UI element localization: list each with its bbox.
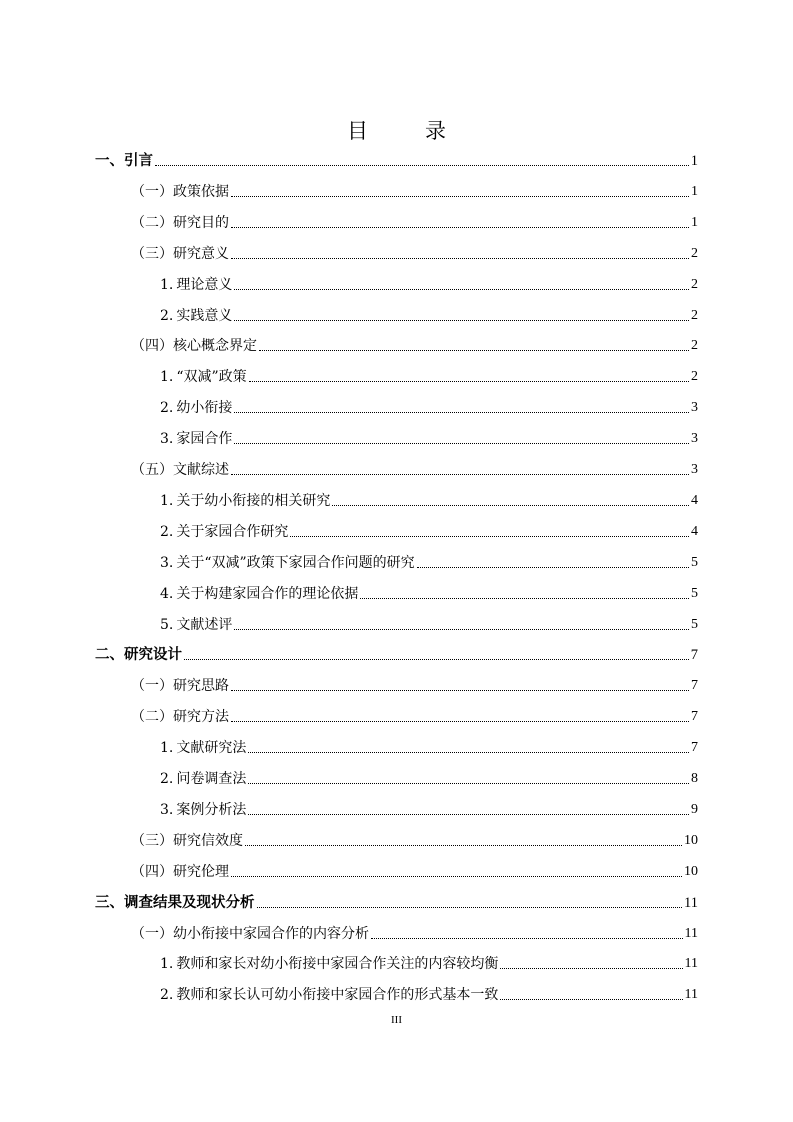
toc-entry-page-number: 4	[691, 492, 698, 508]
toc-entry-label: 关于构建家园合作的理论依据	[176, 585, 359, 602]
toc-entry-page-number: 11	[684, 987, 698, 1003]
toc-entry-label: （四）核心概念界定	[131, 338, 257, 355]
toc-entry-number: 1.	[160, 956, 174, 973]
dot-leader	[183, 645, 690, 665]
toc-entry-label: 二、研究设计	[95, 647, 182, 664]
toc-entry-label: “双减”政策	[176, 369, 247, 386]
toc-entry-page-number: 5	[691, 616, 698, 632]
toc-entry-level-3[interactable]	[160, 734, 698, 758]
toc-entry-page-number: 8	[691, 771, 698, 786]
toc-entry-label: 问卷调查法	[176, 771, 247, 787]
toc-entry-number: 3.	[160, 431, 174, 448]
toc-entry-number: 2.	[160, 771, 174, 787]
toc-entry-label: 文献研究法	[176, 740, 247, 757]
toc-entry-number: 4.	[160, 585, 174, 602]
toc-entry-page-number: 3	[691, 462, 698, 477]
dot-leader	[247, 800, 690, 820]
dot-leader	[247, 769, 690, 789]
toc-entry-label: （三）研究意义	[131, 245, 229, 262]
toc-entry-label: 关于家园合作研究	[176, 523, 289, 540]
dot-leader	[233, 398, 690, 418]
toc-entry-number: 3.	[160, 801, 174, 818]
toc-entry-label: 实践意义	[176, 307, 233, 324]
toc-entry-number: 1.	[160, 369, 174, 386]
toc-entry-level-1[interactable]	[95, 641, 698, 665]
dot-leader	[233, 275, 690, 295]
toc-entry-page-number: 3	[691, 431, 698, 447]
dot-leader	[370, 924, 684, 944]
toc-entry-number: 2.	[160, 987, 174, 1004]
dot-leader	[230, 182, 690, 202]
toc-entry-number: 2.	[160, 400, 174, 417]
toc-entry-page-number: 2	[691, 276, 698, 292]
toc-entry-level-3[interactable]	[160, 950, 698, 974]
toc-entry-label: 教师和家长对幼小衔接中家园合作关注的内容较均衡	[176, 956, 499, 973]
toc-entry-label: （二）研究方法	[131, 709, 229, 726]
toc-entry-label: （二）研究目的	[131, 214, 229, 231]
toc-entry-page-number: 3	[691, 400, 698, 416]
page-title: 目 录	[347, 119, 464, 144]
toc-entry-label: 三、调查结果及现状分析	[95, 894, 255, 911]
dot-leader	[416, 553, 690, 573]
toc-entry-number: 5.	[160, 616, 174, 633]
toc-entry-number: 1.	[160, 492, 174, 509]
toc-entry-page-number: 2	[691, 245, 698, 261]
dot-leader	[248, 367, 690, 387]
toc-entry-page-number: 9	[691, 801, 698, 817]
toc-entry-level-3[interactable]	[160, 549, 698, 573]
dot-leader	[230, 244, 690, 264]
toc-entry-label: （一）幼小衔接中家园合作的内容分析	[131, 925, 369, 942]
toc-entry-level-3[interactable]	[160, 580, 698, 604]
toc-entry-page-number: 10	[684, 863, 698, 879]
dot-leader	[154, 151, 690, 171]
toc-entry-number: 1.	[160, 740, 174, 757]
dot-leader	[233, 429, 690, 449]
toc-entry-page-number: 7	[691, 678, 698, 694]
dot-leader	[359, 584, 690, 604]
toc-entry-level-1[interactable]	[95, 147, 698, 171]
dot-leader	[499, 985, 683, 1005]
toc-entry-page-number: 10	[684, 832, 698, 848]
toc-entry-label: （三）研究信效度	[131, 832, 243, 849]
toc-entry-label: 案例分析法	[176, 801, 247, 818]
toc-entry-label: 家园合作	[176, 431, 233, 448]
toc-entry-number: 1.	[160, 276, 174, 293]
dot-leader	[230, 460, 690, 480]
dot-leader	[499, 954, 683, 974]
toc-entry-number: 3.	[160, 554, 174, 571]
dot-leader	[230, 707, 690, 727]
toc-entry-page-number: 11	[684, 894, 698, 911]
toc-entry-level-3[interactable]	[160, 425, 698, 449]
toc-entry-level-2[interactable]	[131, 920, 698, 944]
toc-entry-level-1[interactable]	[95, 889, 698, 913]
toc-entry-page-number: 5	[691, 585, 698, 601]
dot-leader	[230, 676, 690, 696]
dot-leader	[289, 522, 690, 542]
toc-entry-page-number: 1	[691, 183, 698, 199]
toc-entry-page-number: 7	[691, 709, 698, 725]
toc-entry-page-number: 2	[691, 369, 698, 385]
dot-leader	[247, 738, 690, 758]
toc-entry-level-2[interactable]	[131, 332, 698, 356]
toc-entry-page-number: 2	[691, 338, 698, 354]
toc-entry-level-3[interactable]	[160, 363, 698, 387]
dot-leader	[258, 336, 690, 356]
toc-entry-number: 2.	[160, 307, 174, 324]
toc-entry-number: 2.	[160, 523, 174, 540]
toc-entry-level-3[interactable]	[160, 796, 698, 820]
toc-entry-level-3[interactable]	[160, 394, 698, 418]
dot-leader	[256, 893, 684, 913]
dot-leader	[244, 831, 683, 851]
toc-entry-page-number: 7	[690, 647, 698, 664]
toc-entry-level-3[interactable]	[160, 271, 698, 295]
toc-entry-label: 幼小衔接	[176, 400, 233, 417]
toc-entry-level-3[interactable]	[160, 765, 698, 789]
dot-leader	[331, 491, 690, 511]
toc-entry-page-number: 1	[691, 214, 698, 230]
toc-entry-level-2[interactable]	[131, 178, 698, 202]
dot-leader	[233, 615, 690, 635]
toc-entry-page-number: 4	[691, 523, 698, 539]
toc-entry-page-number: 1	[690, 153, 698, 169]
toc-entry-page-number: 7	[691, 740, 698, 756]
page-number-footer: III	[391, 1014, 402, 1026]
toc-entry-level-2[interactable]	[131, 858, 698, 882]
toc-entry-level-2[interactable]	[131, 240, 698, 264]
toc-entry-page-number: 5	[691, 554, 698, 570]
toc-entry-label: 文献述评	[176, 616, 233, 633]
toc-entry-label: （五）文献综述	[131, 462, 229, 478]
toc-entry-level-3[interactable]	[160, 518, 698, 542]
dot-leader	[230, 862, 683, 882]
toc-entry-label: 关于“双减”政策下家园合作问题的研究	[176, 554, 415, 571]
toc-entry-level-2[interactable]	[131, 672, 698, 696]
toc-entry-page-number: 11	[684, 956, 698, 972]
toc-entry-label: （四）研究伦理	[131, 863, 229, 880]
toc-entry-level-3[interactable]	[160, 611, 698, 635]
dot-leader	[230, 213, 690, 233]
toc-entry-level-3[interactable]	[160, 981, 698, 1005]
toc-entry-label: 理论意义	[176, 276, 233, 293]
toc-entry-label: （一）政策依据	[131, 183, 229, 200]
dot-leader	[233, 306, 690, 326]
toc-entry-level-2[interactable]	[131, 703, 698, 727]
toc-entry-label: 一、引言	[95, 153, 153, 169]
toc-entry-page-number: 11	[684, 925, 698, 941]
toc-entry-level-3[interactable]	[160, 302, 698, 326]
toc-entry-label: （一）研究思路	[131, 678, 229, 695]
toc-entry-level-2[interactable]	[131, 209, 698, 233]
toc-entry-label: 教师和家长认可幼小衔接中家园合作的形式基本一致	[176, 987, 499, 1004]
toc-entry-page-number: 2	[691, 307, 698, 323]
toc-entry-label: 关于幼小衔接的相关研究	[176, 492, 331, 509]
toc-entry-level-3[interactable]	[160, 487, 698, 511]
toc-entry-level-2[interactable]	[131, 827, 698, 851]
toc-entry-level-2[interactable]	[131, 456, 698, 480]
